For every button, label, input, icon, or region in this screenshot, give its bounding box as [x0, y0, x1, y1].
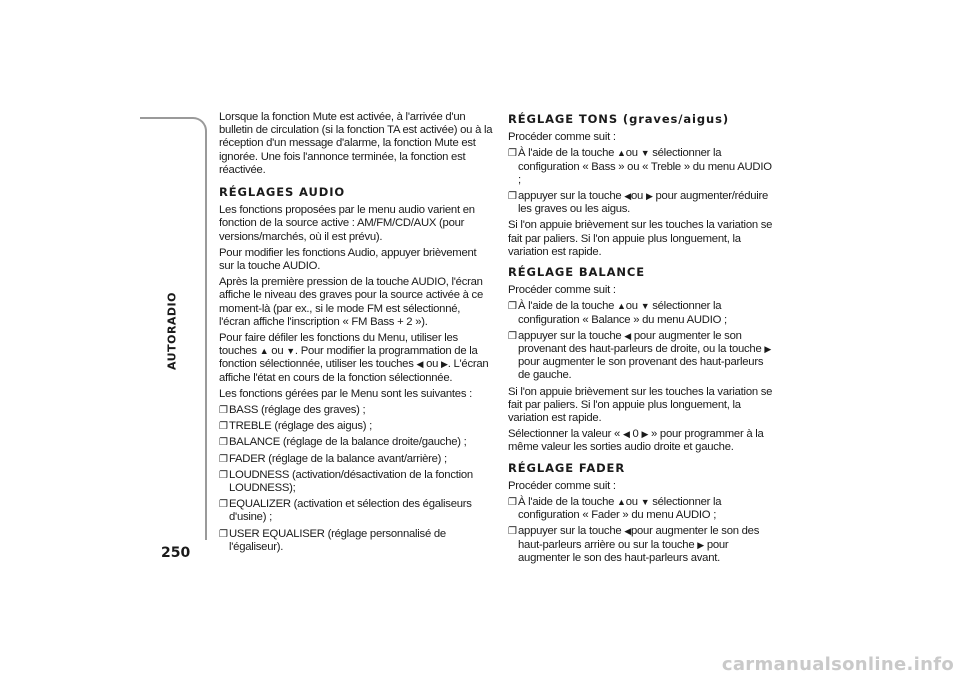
- list-item-label: BASS (réglage des graves) ;: [229, 404, 366, 417]
- paragraph: Procéder comme suit :: [508, 131, 616, 144]
- text: pour augmenter le son provenant des haut-parleurs de droite, ou la touche: [518, 329, 762, 356]
- right-column: [508, 111, 773, 568]
- text: ou: [271, 345, 284, 358]
- list-item: [219, 528, 494, 554]
- list-item: [219, 420, 494, 433]
- arrow-up-icon: ▲: [617, 148, 626, 159]
- paragraph: [508, 428, 773, 454]
- list-item: [219, 404, 494, 417]
- arrow-left-icon: ◀: [624, 330, 631, 341]
- checkbox-bullet-icon: ❐: [508, 301, 517, 313]
- text: Pour faire défiler les fonctions du Menu, utiliser les touches: [219, 332, 458, 358]
- paragraph: [219, 332, 494, 385]
- paragraph: Après la première pression de la touche AUDIO, l'écran affiche le niveau des graves pour la source activée à ce moment-là (par ex., si le mode FM est sélectionné, l'écran affiche l'inscription « FM Bass + 2 »).: [219, 276, 483, 328]
- list-item-label: USER EQUALISER (réglage personnalisé de l'égaliseur).: [229, 527, 446, 553]
- text: ou: [625, 300, 638, 313]
- text: ou: [630, 190, 644, 203]
- paragraph: Les fonctions gérées par le Menu sont les suivantes :: [219, 387, 473, 400]
- paragraph: Procéder comme suit :: [508, 284, 616, 297]
- checkbox-bullet-icon: ❐: [508, 191, 517, 203]
- arrow-up-icon: ▲: [259, 346, 269, 357]
- arrow-down-icon: ▼: [286, 346, 295, 357]
- text: ou: [625, 496, 638, 509]
- heading-reglages-audio: RÉGLAGES AUDIO: [219, 185, 346, 200]
- text: pour augmenter le son provenant des haut-parleurs de gauche.: [518, 356, 764, 382]
- checkbox-bullet-icon: ❐: [219, 453, 228, 465]
- text: À l'aide de la touche: [518, 300, 615, 313]
- page-number: 250: [161, 545, 191, 561]
- text: pour augmenter/réduire les graves ou les aigus.: [518, 190, 769, 216]
- text: . L'écran affiche l'état en cours de la fonction sélectionnée.: [219, 358, 489, 384]
- text: sélectionner la configuration « Fader » du menu AUDIO ;: [518, 496, 722, 522]
- text: appuyer sur la touche: [518, 329, 622, 342]
- text: . Pour modifier la programmation de la fonction sélectionnée, utiliser les touches: [219, 345, 478, 371]
- list-item: [508, 496, 773, 522]
- arrow-right-icon: ▶: [645, 191, 653, 202]
- paragraph: Les fonctions proposées par le menu audio varient en fonction de la source active : AM/FM/CD/AUX (pour versions/marchés, où il est prévu).: [219, 204, 475, 243]
- text: ou: [625, 147, 638, 160]
- arrow-left-icon: ◀: [416, 359, 424, 370]
- left-column: [219, 111, 494, 557]
- text: À l'aide de la touche: [518, 496, 615, 509]
- arrow-right-icon: ▶: [641, 429, 649, 440]
- text: pour augmenter le son des haut-parleurs avant.: [518, 538, 729, 564]
- list-item: [508, 147, 773, 187]
- mute-paragraph: Lorsque la fonction Mute est activée, à l'arrivée d'un bulletin de circulation (si la fonction TA est activée) ou à la réception d'un message d'alarme, la fonction Mute est ignorée. Une fois l'annonce terminée, la fonction est réactivée.: [219, 111, 493, 176]
- arrow-down-icon: ▼: [640, 497, 650, 508]
- checkbox-bullet-icon: ❐: [508, 526, 517, 538]
- arrow-right-icon: ▶: [697, 539, 704, 550]
- text: sélectionner la configuration « Bass » ou « Treble » du menu AUDIO ;: [518, 147, 772, 186]
- list-item: [508, 525, 773, 565]
- list-item: [219, 469, 494, 495]
- section-label: AUTORADIO: [165, 291, 179, 371]
- paragraph: Pour modifier les fonctions Audio, appuyer brièvement sur la touche AUDIO.: [219, 246, 477, 273]
- list-item: [508, 330, 773, 383]
- checkbox-bullet-icon: ❐: [508, 497, 517, 509]
- heading-reglage-tons: RÉGLAGE TONS (graves/aigus): [508, 112, 729, 126]
- text: sélectionner la configuration « Balance » du menu AUDIO ;: [518, 300, 727, 326]
- paragraph: Si l'on appuie brièvement sur les touches la variation se fait par paliers. Si l'on appuie plus longuement, la variation est rapide.: [508, 219, 773, 258]
- list-item: [219, 436, 494, 449]
- list-item-label: TREBLE (réglage des aigus) ;: [229, 420, 373, 433]
- heading-reglage-fader: RÉGLAGE FADER: [508, 460, 626, 475]
- arrow-left-icon: ◀: [624, 526, 631, 537]
- text: appuyer sur la touche: [518, 190, 622, 203]
- list-item-label: LOUDNESS (activation/désactivation de la fonction LOUDNESS);: [229, 468, 473, 495]
- paragraph: Procéder comme suit :: [508, 479, 616, 492]
- checkbox-bullet-icon: ❐: [508, 330, 517, 342]
- arrow-down-icon: ▼: [640, 301, 650, 312]
- checkbox-bullet-icon: ❐: [219, 469, 228, 481]
- arrow-up-icon: ▲: [617, 497, 626, 508]
- text: ou: [426, 358, 439, 371]
- text: » pour programmer à la même valeur les sorties audio droite et gauche.: [508, 428, 764, 454]
- arrow-left-icon: ◀: [624, 191, 631, 202]
- checkbox-bullet-icon: ❐: [219, 437, 228, 449]
- list-item: [219, 453, 494, 466]
- list-item: [508, 190, 773, 216]
- checkbox-bullet-icon: ❐: [219, 405, 228, 417]
- paragraph: Si l'on appuie brièvement sur les touches la variation se fait par paliers. Si l'on appuie plus longuement, la variation est rapide.: [508, 385, 773, 425]
- checkbox-bullet-icon: ❐: [219, 499, 228, 511]
- list-item-label: BALANCE (réglage de la balance droite/gauche) ;: [229, 436, 467, 449]
- value-zero: 0: [632, 428, 639, 441]
- checkbox-bullet-icon: ❐: [508, 148, 517, 160]
- list-item-label: EQUALIZER (activation et sélection des égaliseurs d'usine) ;: [229, 498, 472, 524]
- list-item: [508, 300, 773, 326]
- arrow-left-icon: ◀: [622, 429, 630, 440]
- arrow-right-icon: ▶: [441, 359, 448, 370]
- watermark: carmanualsonline.info: [721, 654, 954, 675]
- list-item-label: FADER (réglage de la balance avant/arrière) ;: [229, 452, 447, 465]
- checkbox-bullet-icon: ❐: [219, 528, 228, 540]
- list-item: [219, 498, 494, 524]
- heading-reglage-balance: RÉGLAGE BALANCE: [508, 265, 645, 280]
- arrow-up-icon: ▲: [617, 301, 626, 312]
- text: appuyer sur la touche: [518, 525, 622, 538]
- text: Sélectionner la valeur «: [508, 428, 621, 441]
- menu-function-list: [219, 404, 494, 554]
- text: pour augmenter le son des haut-parleurs arrière ou sur la touche: [518, 525, 760, 551]
- checkbox-bullet-icon: ❐: [219, 421, 228, 433]
- arrow-down-icon: ▼: [640, 148, 650, 159]
- text: À l'aide de la touche: [518, 147, 615, 160]
- arrow-right-icon: ▶: [764, 344, 772, 355]
